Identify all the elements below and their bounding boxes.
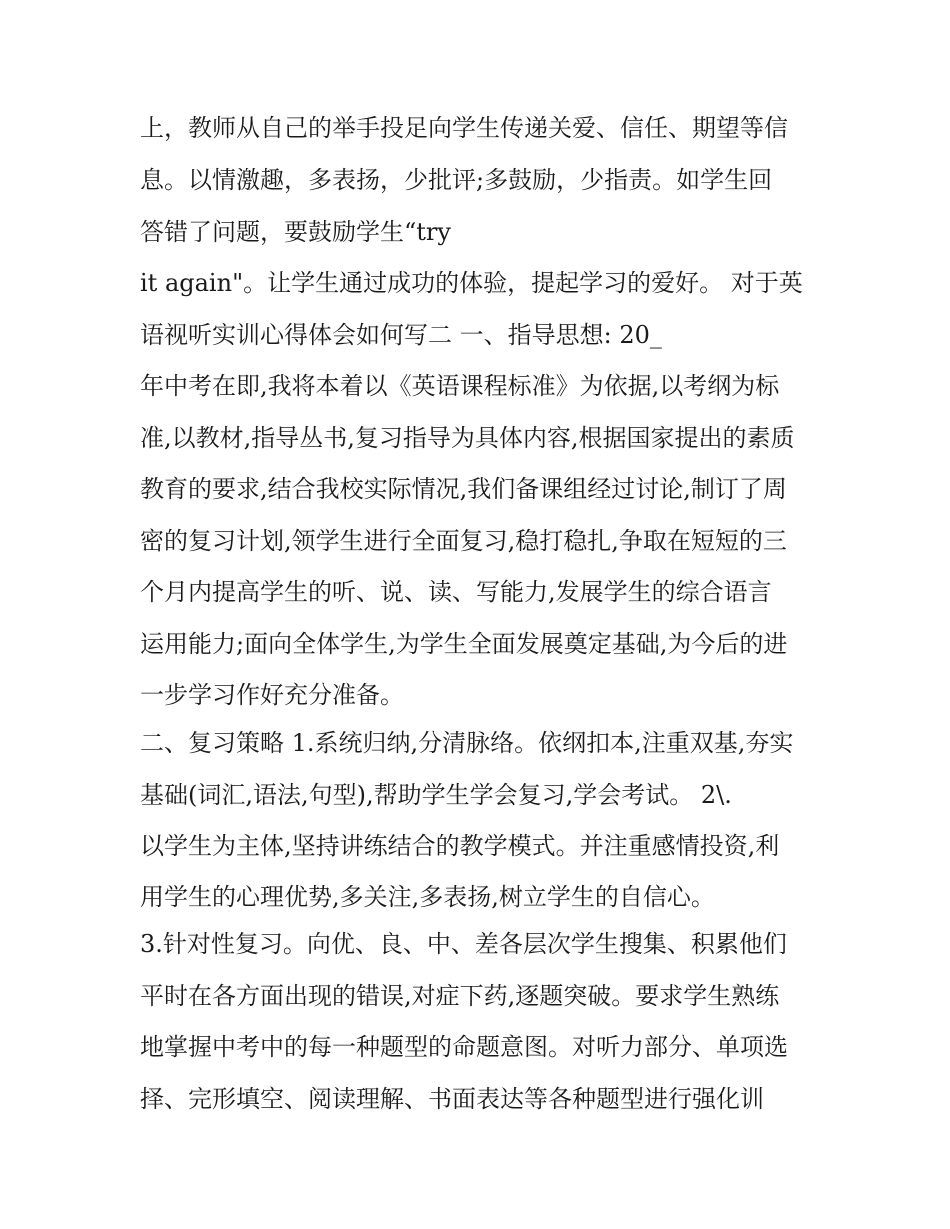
text-line: 基础(词汇,语法,句型),帮助学生学会复习,学会考试。 2\. xyxy=(140,781,732,809)
text-line: 二、复习策略 1.系统归纳,分清脉络。依纲扣本,注重双基,夯实 xyxy=(140,729,794,757)
text-line: 地掌握中考中的每一种题型的命题意图。对听力部分、单项选 xyxy=(140,1033,788,1061)
text-line: it again"。让学生通过成功的体验，提起学习的爱好。 对于英 xyxy=(140,269,803,297)
text-line: 上，教师从自己的举手投足向学生传递关爱、信任、期望等信 xyxy=(140,114,788,142)
text-line: 以学生为主体,坚持讲练结合的教学模式。并注重感情投资,利 xyxy=(140,832,780,860)
text-line: 运用能力;面向全体学生,为学生全面发展奠定基础,为今后的进 xyxy=(140,630,788,658)
text-line: 息。以情激趣，多表扬，少批评;多鼓励，少指责。如学生回 xyxy=(140,166,773,194)
text-line: 答错了问题，要鼓励学生“try xyxy=(140,218,451,246)
text-line: 密的复习计划,领学生进行全面复习,稳打稳扎,争取在短短的三 xyxy=(140,527,787,555)
text-line: 平时在各方面出现的错误,对症下药,逐题突破。要求学生熟练 xyxy=(140,982,780,1010)
text-line: 择、完形填空、阅读理解、书面表达等各种题型进行强化训 xyxy=(140,1085,764,1113)
text-line: 3.针对性复习。向优、良、中、差各层次学生搜集、积累他们 xyxy=(140,930,787,958)
text-line: 用学生的心理优势,多关注,多表扬,树立学生的自信心。 xyxy=(140,883,715,911)
text-line: 一步学习作好充分准备。 xyxy=(140,681,404,709)
text-line: 年中考在即,我将本着以《英语课程标准》为依据,以考纲为标 xyxy=(140,372,780,400)
text-line: 个月内提高学生的听、说、读、写能力,发展学生的综合语言 xyxy=(140,578,772,606)
text-line: 教育的要求,结合我校实际情况,我们备课组经过讨论,制订了周 xyxy=(140,475,787,503)
text-line: 准,以教材,指导丛书,复习指导为具体内容,根据国家提出的素质 xyxy=(140,424,795,452)
text-line: 语视听实训心得体会如何写二 一、指导思想: 20_ xyxy=(140,321,662,349)
